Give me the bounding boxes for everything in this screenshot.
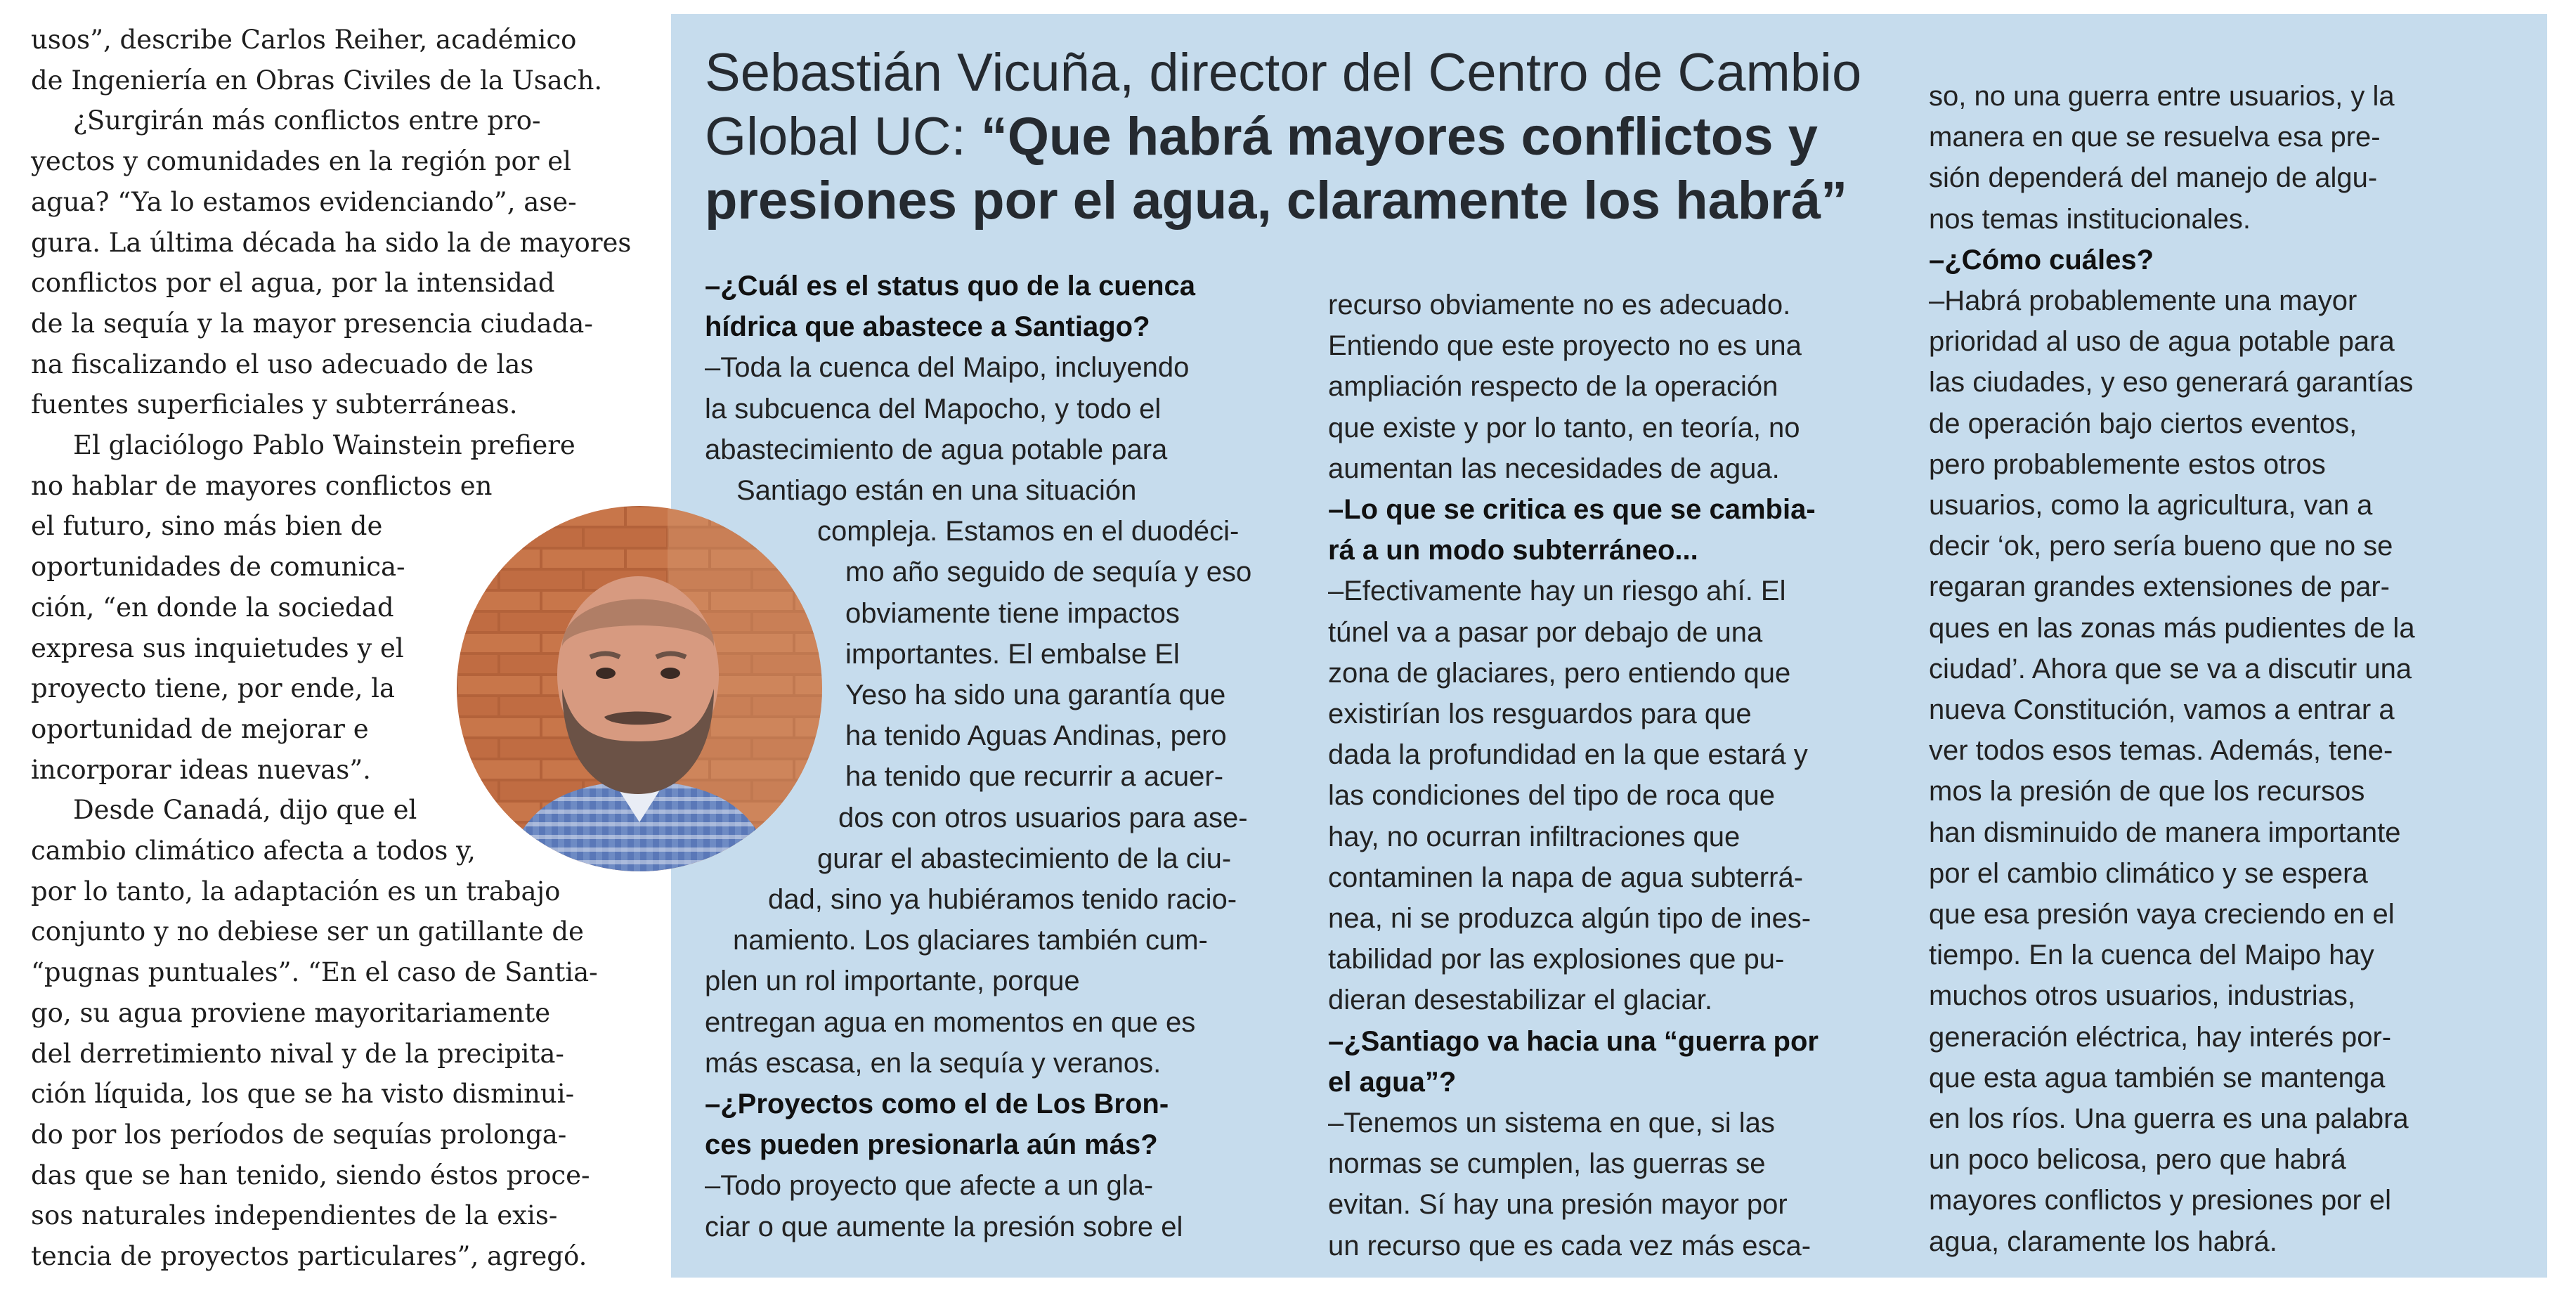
interview-answer-line: normas se cumplen, las guerras se bbox=[1328, 1148, 1766, 1180]
interview-answer-line: han disminuido de manera importante bbox=[1929, 817, 2401, 848]
interview-answer-line: mo año seguido de sequía y eso bbox=[845, 557, 1252, 588]
article-line: no hablar de mayores conflictos en bbox=[31, 470, 493, 501]
interview-answer-line: usuarios, como la agricultura, van a bbox=[1929, 490, 2373, 521]
interview-answer-line: zona de glaciares, pero entiendo que bbox=[1328, 657, 1791, 689]
interview-question: ces pueden presionarla aún más? bbox=[705, 1129, 1158, 1161]
interview-answer-line: mayores conflictos y presiones por el bbox=[1929, 1185, 2392, 1216]
interview-answer-line: de operación bajo ciertos eventos, bbox=[1929, 408, 2357, 439]
interview-answer-line: más escasa, en la sequía y veranos. bbox=[705, 1047, 1162, 1079]
interview-answer-line: –Habrá probablemente una mayor bbox=[1929, 285, 2357, 317]
interview-answer-line: Entiendo que este proyecto no es una bbox=[1328, 330, 1802, 362]
interview-answer-line: un recurso que es cada vez más esca- bbox=[1328, 1230, 1811, 1261]
interview-answer-line: dad, sino ya hubiéramos tenido racio- bbox=[768, 884, 1237, 916]
article-line: “pugnas puntuales”. “En el caso de Santia- bbox=[31, 957, 598, 988]
article-line: yectos y comunidades en la región por el bbox=[31, 146, 571, 177]
article-line: del derretimiento nival y de la precipita- bbox=[31, 1038, 564, 1069]
interview-answer-line: ciar o que aumente la presión sobre el bbox=[705, 1211, 1183, 1242]
portrait-photo bbox=[457, 506, 822, 871]
article-line: de la sequía y la mayor presencia ciudada- bbox=[31, 308, 593, 339]
interview-answer-line: pero probablemente estos otros bbox=[1929, 448, 2326, 480]
article-line: cambio climático afecta a todos y, bbox=[31, 836, 476, 866]
interview-question: –¿Cuál es el status quo de la cuenca bbox=[705, 271, 1196, 301]
interview-answer-line: decir ‘ok, pero sería bueno que no se bbox=[1929, 531, 2393, 562]
article-line: go, su agua proviene mayoritariamente bbox=[31, 997, 551, 1028]
interview-answer-line: tabilidad por las explosiones que pu- bbox=[1328, 944, 1785, 975]
interview-question: –¿Santiago va hacia una “guerra por bbox=[1328, 1025, 1819, 1057]
interview-answer-line: ha tenido Aguas Andinas, pero bbox=[845, 720, 1227, 752]
interview-answer-line: las ciudades, y eso generará garantías bbox=[1929, 367, 2414, 398]
interview-question: el agua”? bbox=[1328, 1066, 1457, 1098]
interview-answer-line: generación eléctrica, hay interés por- bbox=[1929, 1021, 2392, 1053]
interview-headline bbox=[705, 41, 1885, 233]
article-line: El glaciólogo Pablo Wainstein prefiere bbox=[73, 430, 575, 461]
interview-answer-line: que esta agua también se mantenga bbox=[1929, 1062, 2386, 1093]
article-line: ción líquida, los que se ha visto disminui- bbox=[31, 1079, 575, 1110]
interview-answer-line: existirían los resguardos para que bbox=[1328, 699, 1752, 730]
article-line: agua? “Ya lo estamos evidenciando”, ase- bbox=[31, 186, 577, 217]
interview-answer-line: muchos otros usuarios, industrias, bbox=[1929, 980, 2355, 1012]
interview-answer-line: que esa presión vaya creciendo en el bbox=[1929, 899, 2395, 930]
interview-answer-line: agua, claramente los habrá. bbox=[1929, 1226, 2277, 1257]
interview-answer-line: prioridad al uso de agua potable para bbox=[1929, 326, 2395, 358]
interview-question: –¿Proyectos como el de Los Bron- bbox=[705, 1089, 1169, 1120]
interview-answer-line: ciudad’. Ahora que se va a discutir una bbox=[1929, 653, 2412, 684]
interview-column-2 bbox=[1328, 285, 1904, 1266]
interview-answer-line: nueva Constitución, vamos a entrar a bbox=[1929, 694, 2395, 726]
article-line: el futuro, sino más bien de bbox=[31, 511, 383, 542]
interview-answer-line: en los ríos. Una guerra es una palabra bbox=[1929, 1103, 2409, 1135]
interview-answer-line: plen un rol importante, porque bbox=[705, 966, 1080, 997]
article-line: ¿Surgirán más conflictos entre pro- bbox=[73, 105, 541, 136]
interview-answer-line: –Efectivamente hay un riesgo ahí. El bbox=[1328, 576, 1786, 607]
article-line: conjunto y no debiese ser un gatillante de bbox=[31, 916, 584, 947]
interview-answer-line: obviamente tiene impactos bbox=[845, 597, 1180, 629]
article-line: Desde Canadá, dijo que el bbox=[73, 795, 417, 826]
interview-answer-line: túnel va a pasar por debajo de una bbox=[1328, 616, 1763, 648]
article-line: proyecto tiene, por ende, la bbox=[31, 673, 396, 704]
interview-answer-line: gurar el abastecimiento de la ciu- bbox=[817, 843, 1232, 874]
interview-answer-line: Santiago están en una situación bbox=[736, 475, 1137, 507]
interview-question: –Lo que se critica es que se cambia- bbox=[1328, 494, 1816, 526]
interview-answer-line: nos temas institucionales. bbox=[1929, 203, 2251, 235]
interview-answer-line: ampliación respecto de la operación bbox=[1328, 371, 1778, 403]
article-line: expresa sus inquietudes y el bbox=[31, 632, 404, 663]
interview-sidebar-box bbox=[671, 14, 2547, 1278]
interview-answer-line: sión dependerá del manejo de algu- bbox=[1929, 162, 2378, 194]
article-line: do por los períodos de sequías prolonga- bbox=[31, 1119, 567, 1150]
interview-answer-line: ver todos esos temas. Además, tene- bbox=[1929, 735, 2393, 767]
interview-answer-line: contaminen la napa de agua subterrá- bbox=[1328, 862, 1804, 893]
article-line: gura. La última década ha sido la de mayores bbox=[31, 227, 632, 258]
interview-answer-line: regaran grandes extensiones de par- bbox=[1929, 571, 2390, 603]
interview-answer-line: dieran desestabilizar el glaciar. bbox=[1328, 985, 1712, 1016]
interview-answer-line: ques en las zonas más pudientes de la bbox=[1929, 612, 2415, 644]
interview-answer-line: un poco belicosa, pero que habrá bbox=[1929, 1144, 2346, 1176]
interview-question: hídrica que abastece a Santiago? bbox=[705, 311, 1150, 343]
article-line: na fiscalizando el uso adecuado de las bbox=[31, 349, 534, 379]
headline-prefix: Sebastián Vicuña, director del Centro de Cambio Global UC: bbox=[705, 43, 1862, 167]
article-line: conflictos por el agua, por la intensidad bbox=[31, 268, 555, 299]
portrait-illustration bbox=[457, 506, 822, 871]
interview-answer-line: dada la profundidad en la que estará y bbox=[1328, 739, 1808, 771]
article-line: incorporar ideas nuevas”. bbox=[31, 754, 371, 785]
article-line: oportunidad de mejorar e bbox=[31, 713, 369, 744]
interview-answer-line: mos la presión de que los recursos bbox=[1929, 776, 2365, 807]
interview-answer-line: –Toda la cuenca del Maipo, incluyendo bbox=[705, 352, 1190, 384]
interview-question: –¿Cómo cuáles? bbox=[1929, 244, 2154, 275]
article-line: por lo tanto, la adaptación es un trabajo bbox=[31, 876, 561, 907]
interview-answer-line: dos con otros usuarios para ase- bbox=[838, 802, 1248, 833]
interview-answer-line: namiento. Los glaciares también cum- bbox=[733, 925, 1208, 956]
interview-answer-line: compleja. Estamos en el duodéci- bbox=[817, 516, 1240, 547]
interview-answer-line: tiempo. En la cuenca del Maipo hay bbox=[1929, 940, 2374, 971]
interview-answer-line: ha tenido que recurrir a acuer- bbox=[845, 761, 1224, 793]
interview-answer-line: Yeso ha sido una garantía que bbox=[845, 680, 1226, 711]
article-line: oportunidades de comunica- bbox=[31, 552, 405, 583]
interview-answer-line: hay, no ocurran infiltraciones que bbox=[1328, 821, 1741, 852]
article-line: sos naturales independientes de la exis- bbox=[31, 1200, 558, 1231]
article-line: fuentes superficiales y subterráneas. bbox=[31, 389, 518, 420]
article-line: usos”, describe Carlos Reiher, académico bbox=[31, 25, 577, 55]
interview-answer-line: entregan agua en momentos en que es bbox=[705, 1006, 1196, 1038]
interview-answer-line: importantes. El embalse El bbox=[845, 638, 1180, 670]
interview-column-3 bbox=[1929, 76, 2519, 1262]
interview-answer-line: nea, ni se produzca algún tipo de ines- bbox=[1328, 903, 1811, 935]
article-line: tencia de proyectos particulares”, agregó. bbox=[31, 1241, 587, 1272]
interview-answer-line: aumentan las necesidades de agua. bbox=[1328, 453, 1780, 484]
headline-quote: “Que habrá mayores conflictos y presiones por el agua, claramente los habrá” bbox=[705, 107, 1848, 230]
interview-answer-line: abastecimiento de agua potable para bbox=[705, 434, 1168, 465]
interview-answer-line: –Todo proyecto que afecte a un gla- bbox=[705, 1170, 1154, 1202]
interview-answer-line: las condiciones del tipo de roca que bbox=[1328, 780, 1775, 812]
interview-answer-line: la subcuenca del Mapocho, y todo el bbox=[705, 393, 1162, 424]
interview-answer-line: evitan. Sí hay una presión mayor por bbox=[1328, 1189, 1788, 1221]
interview-answer-line: recurso obviamente no es adecuado. bbox=[1328, 290, 1791, 320]
interview-answer-line: por el cambio climático y se espera bbox=[1929, 857, 2368, 889]
interview-question: rá a un modo subterráneo... bbox=[1328, 535, 1698, 566]
article-line: ción, “en donde la sociedad bbox=[31, 592, 394, 623]
interview-answer-line: so, no una guerra entre usuarios, y la bbox=[1929, 81, 2395, 112]
interview-answer-line: manera en que se resuelva esa pre- bbox=[1929, 122, 2381, 153]
article-line: de Ingeniería en Obras Civiles de la Usach. bbox=[31, 65, 603, 96]
interview-answer-line: –Tenemos un sistema en que, si las bbox=[1328, 1108, 1775, 1139]
interview-answer-line: que existe y por lo tanto, en teoría, no bbox=[1328, 412, 1800, 443]
article-line: das que se han tenido, siendo éstos proce- bbox=[31, 1160, 590, 1190]
